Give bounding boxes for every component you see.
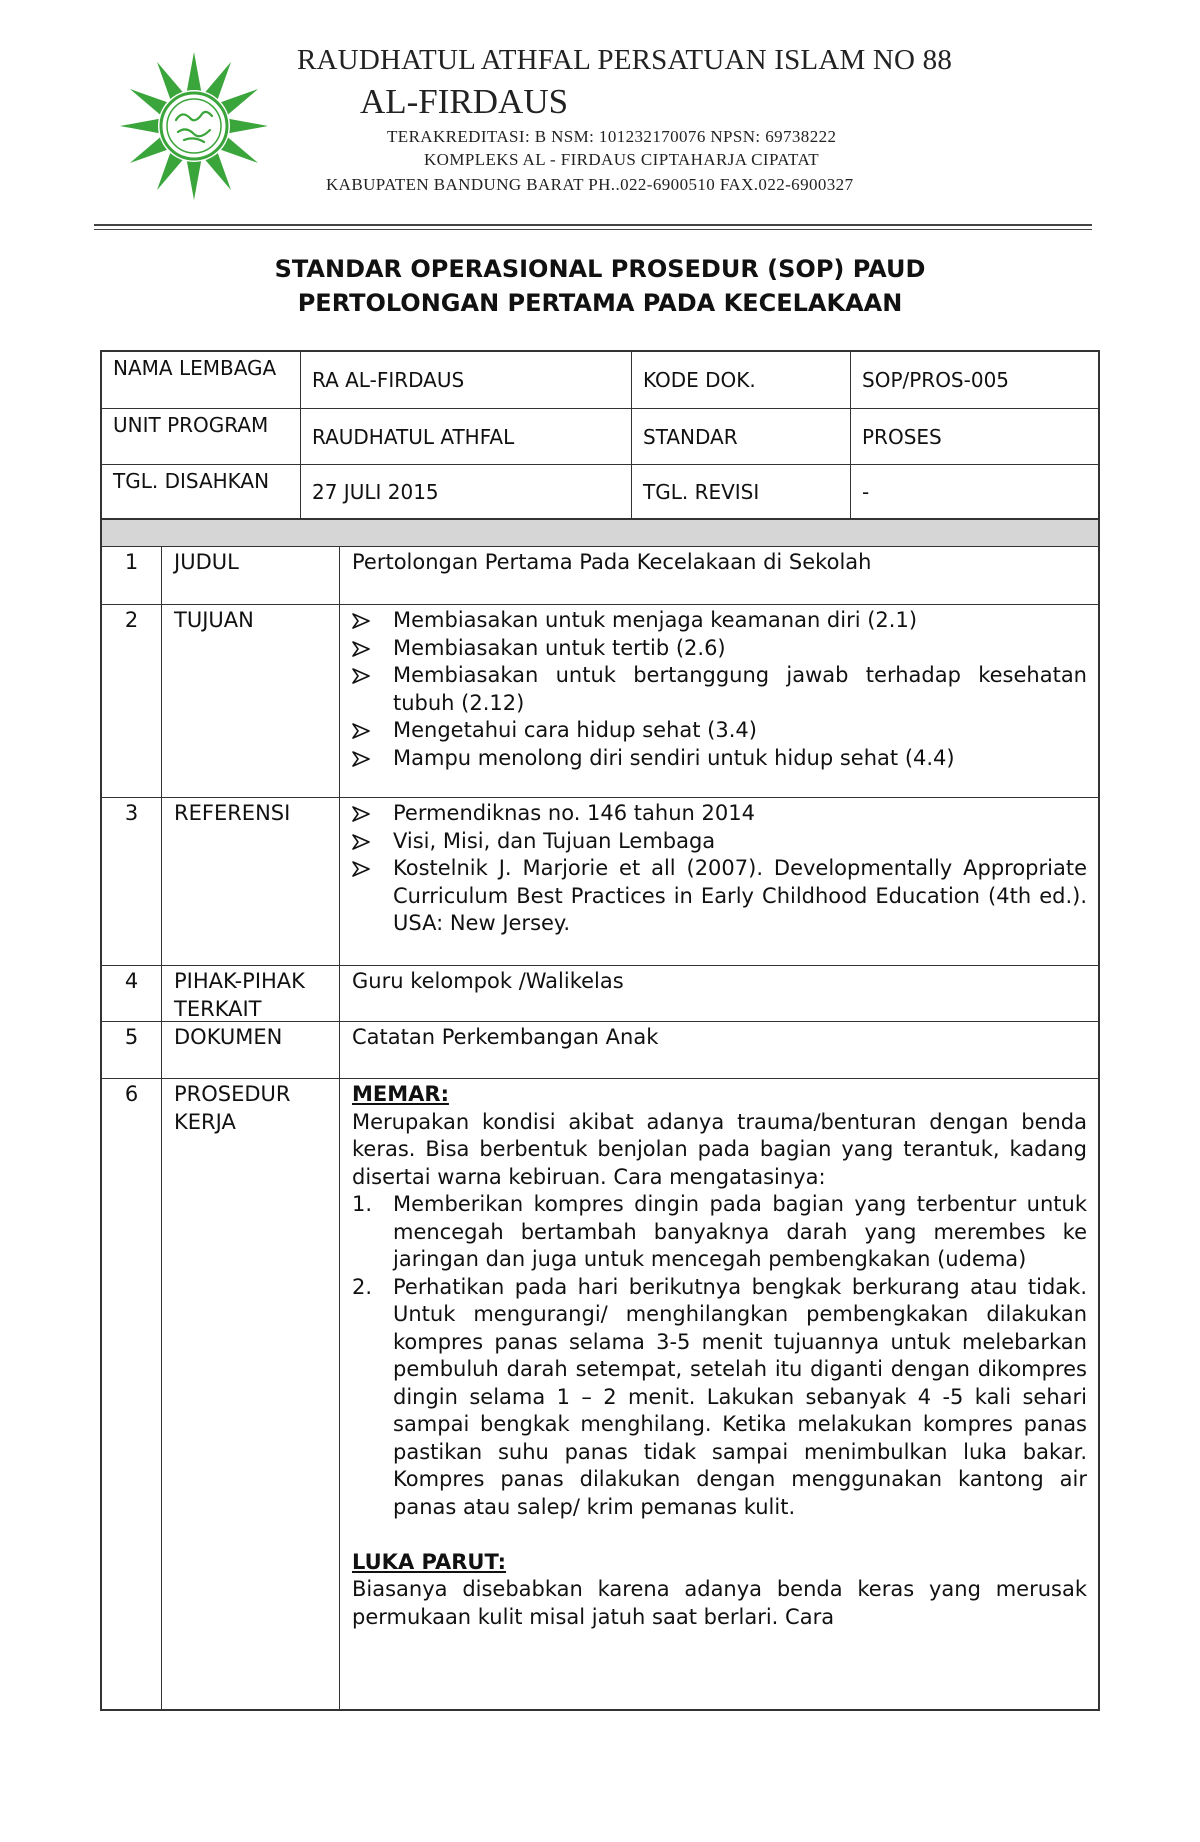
arrow-bullet-icon — [352, 607, 382, 629]
reference-list — [352, 800, 1087, 938]
list-item: Permendiknas no. 146 tahun 2014 — [352, 800, 1087, 828]
memar-intro: Merupakan kondisi akibat adanya trauma/benturan dengan benda keras. Bisa berbentuk benjolan pada bagian yang terantuk, kadang disertai warna kebiruan. Cara mengatasinya: — [352, 1109, 1087, 1189]
header-divider — [94, 224, 1092, 226]
info-value: RA AL-FIRDAUS — [301, 352, 632, 409]
info-value-2: SOP/PROS-005 — [851, 352, 1098, 409]
list-item: Membiasakan untuk menjaga keamanan diri (2.1) — [352, 607, 1087, 635]
luka-parut-heading: LUKA PARUT: — [352, 1549, 507, 1574]
star-emblem-logo — [116, 52, 272, 200]
info-value-2: PROSES — [851, 409, 1098, 465]
title-line-1: STANDAR OPERASIONAL PROSEDUR (SOP) PAUD — [274, 255, 926, 283]
row-label: PIHAK-PIHAK TERKAIT — [162, 966, 340, 1021]
list-item: Mengetahui cara hidup sehat (3.4) — [352, 717, 1087, 745]
table-row — [102, 1079, 1098, 1711]
arrow-bullet-icon — [352, 800, 382, 822]
table-row — [102, 547, 1098, 605]
title-line-2: PERTOLONGAN PERTAMA PADA KECELAKAAN — [297, 289, 903, 317]
row-number: 3 — [102, 798, 162, 965]
row-content — [340, 1079, 1098, 1711]
address-line: KOMPLEKS AL - FIRDAUS CIPTAHARJA CIPATAT — [424, 150, 820, 169]
row-content: Guru kelompok /Walikelas — [352, 969, 624, 993]
info-label-2: STANDAR — [632, 409, 851, 465]
list-item: Membiasakan untuk tertib (2.6) — [352, 635, 1087, 663]
table-row — [102, 798, 1098, 966]
accreditation-line: TERAKREDITASI: B NSM: 101232170076 NPSN: 69738222 — [387, 127, 837, 146]
table-row — [102, 605, 1098, 798]
row-label: DOKUMEN — [162, 1022, 340, 1078]
row-label: REFERENSI — [162, 798, 340, 965]
list-item: Mampu menolong diri sendiri untuk hidup sehat (4.4) — [352, 745, 1087, 773]
row-content — [340, 605, 1098, 797]
table-row — [102, 966, 1098, 1022]
arrow-bullet-icon — [352, 745, 382, 767]
list-item: Kostelnik J. Marjorie et all (2007). Developmentally Appropriate Curriculum Best Practices in Early Childhood Education (4th ed.). USA: New Jersey. — [352, 855, 1087, 938]
info-label-2: KODE DOK. — [632, 352, 851, 409]
luka-parut-intro: Biasanya disebabkan karena adanya benda keras yang merusak permukaan kulit misal jatuh saat berlari. Cara — [352, 1577, 1087, 1629]
document-title — [100, 252, 1100, 320]
logo-ray — [186, 52, 201, 93]
arrow-bullet-icon — [352, 662, 382, 684]
sop-table — [100, 547, 1100, 1711]
row-label: TUJUAN — [162, 605, 340, 797]
row-content — [340, 798, 1098, 965]
arrow-bullet-icon — [352, 717, 382, 739]
contact-line: KABUPATEN BANDUNG BARAT PH..022-6900510 FAX.022-6900327 — [326, 175, 854, 194]
school-subname: AL-FIRDAUS — [360, 82, 569, 121]
info-label: UNIT PROGRAM — [102, 409, 301, 465]
row-number: 4 — [102, 966, 162, 1021]
row-content: Pertolongan Pertama Pada Kecelakaan di Sekolah — [352, 550, 872, 574]
arrow-bullet-icon — [352, 828, 382, 850]
table-separator-bar — [100, 520, 1100, 547]
info-value-2: - — [862, 479, 870, 504]
list-item: Membiasakan untuk bertanggung jawab terhadap kesehatan tubuh (2.12) — [352, 662, 1087, 717]
info-label: NAMA LEMBAGA — [102, 352, 301, 409]
header-divider-thin — [94, 229, 1092, 230]
goal-list — [352, 607, 1087, 772]
row-label: PROSEDUR KERJA — [162, 1079, 340, 1711]
info-value: 27 JULI 2015 — [301, 465, 632, 518]
identity-table — [100, 350, 1100, 520]
row-label: JUDUL — [162, 547, 340, 604]
row-number: 1 — [102, 547, 162, 604]
list-item: 2. Perhatikan pada hari berikutnya bengkak berkurang atau tidak. Untuk mengurangi/ menghilangkan pembengkakan dilakukan kompres panas selama 3-5 menit tujuannya untuk melebarkan pembuluh darah setempat, setelah itu diganti dengan dikompres dingin selama 1 – 2 menit. Lakukan sebanyak 4 -5 kali sehari sampai bengkak menghilang. Ketika melakukan kompres panas pastikan suhu panas tidak sampai menimbulkan luka bakar. Kompres panas dilakukan dengan menggunakan kantong air panas atau salep/ krim pemanas kulit. — [352, 1274, 1087, 1519]
info-value: RAUDHATUL ATHFAL — [301, 409, 632, 465]
list-item: Visi, Misi, dan Tujuan Lembaga — [352, 828, 1087, 856]
list-item: 1. Memberikan kompres dingin pada bagian yang terbentur untuk mencegah bertambah banyaknya darah yang merembes ke jaringan dan juga untuk mencegah pembengkakan (udema) — [352, 1192, 1087, 1271]
row-number: 2 — [102, 605, 162, 797]
table-row — [102, 1022, 1098, 1079]
logo-ray — [120, 118, 161, 133]
row-content: Catatan Perkembangan Anak — [352, 1025, 659, 1049]
logo-ray — [186, 159, 201, 200]
row-number: 5 — [102, 1022, 162, 1078]
arrow-bullet-icon — [352, 635, 382, 657]
logo-ray — [227, 118, 268, 133]
row-number: 6 — [102, 1079, 162, 1711]
arrow-bullet-icon — [352, 855, 382, 877]
info-label: TGL. DISAHKAN — [102, 465, 301, 518]
memar-steps — [352, 1191, 1087, 1521]
school-name: RAUDHATUL ATHFAL PERSATUAN ISLAM NO 88 — [297, 44, 953, 76]
memar-heading: MEMAR: — [352, 1082, 449, 1106]
info-label-2: TGL. REVISI — [632, 465, 851, 518]
